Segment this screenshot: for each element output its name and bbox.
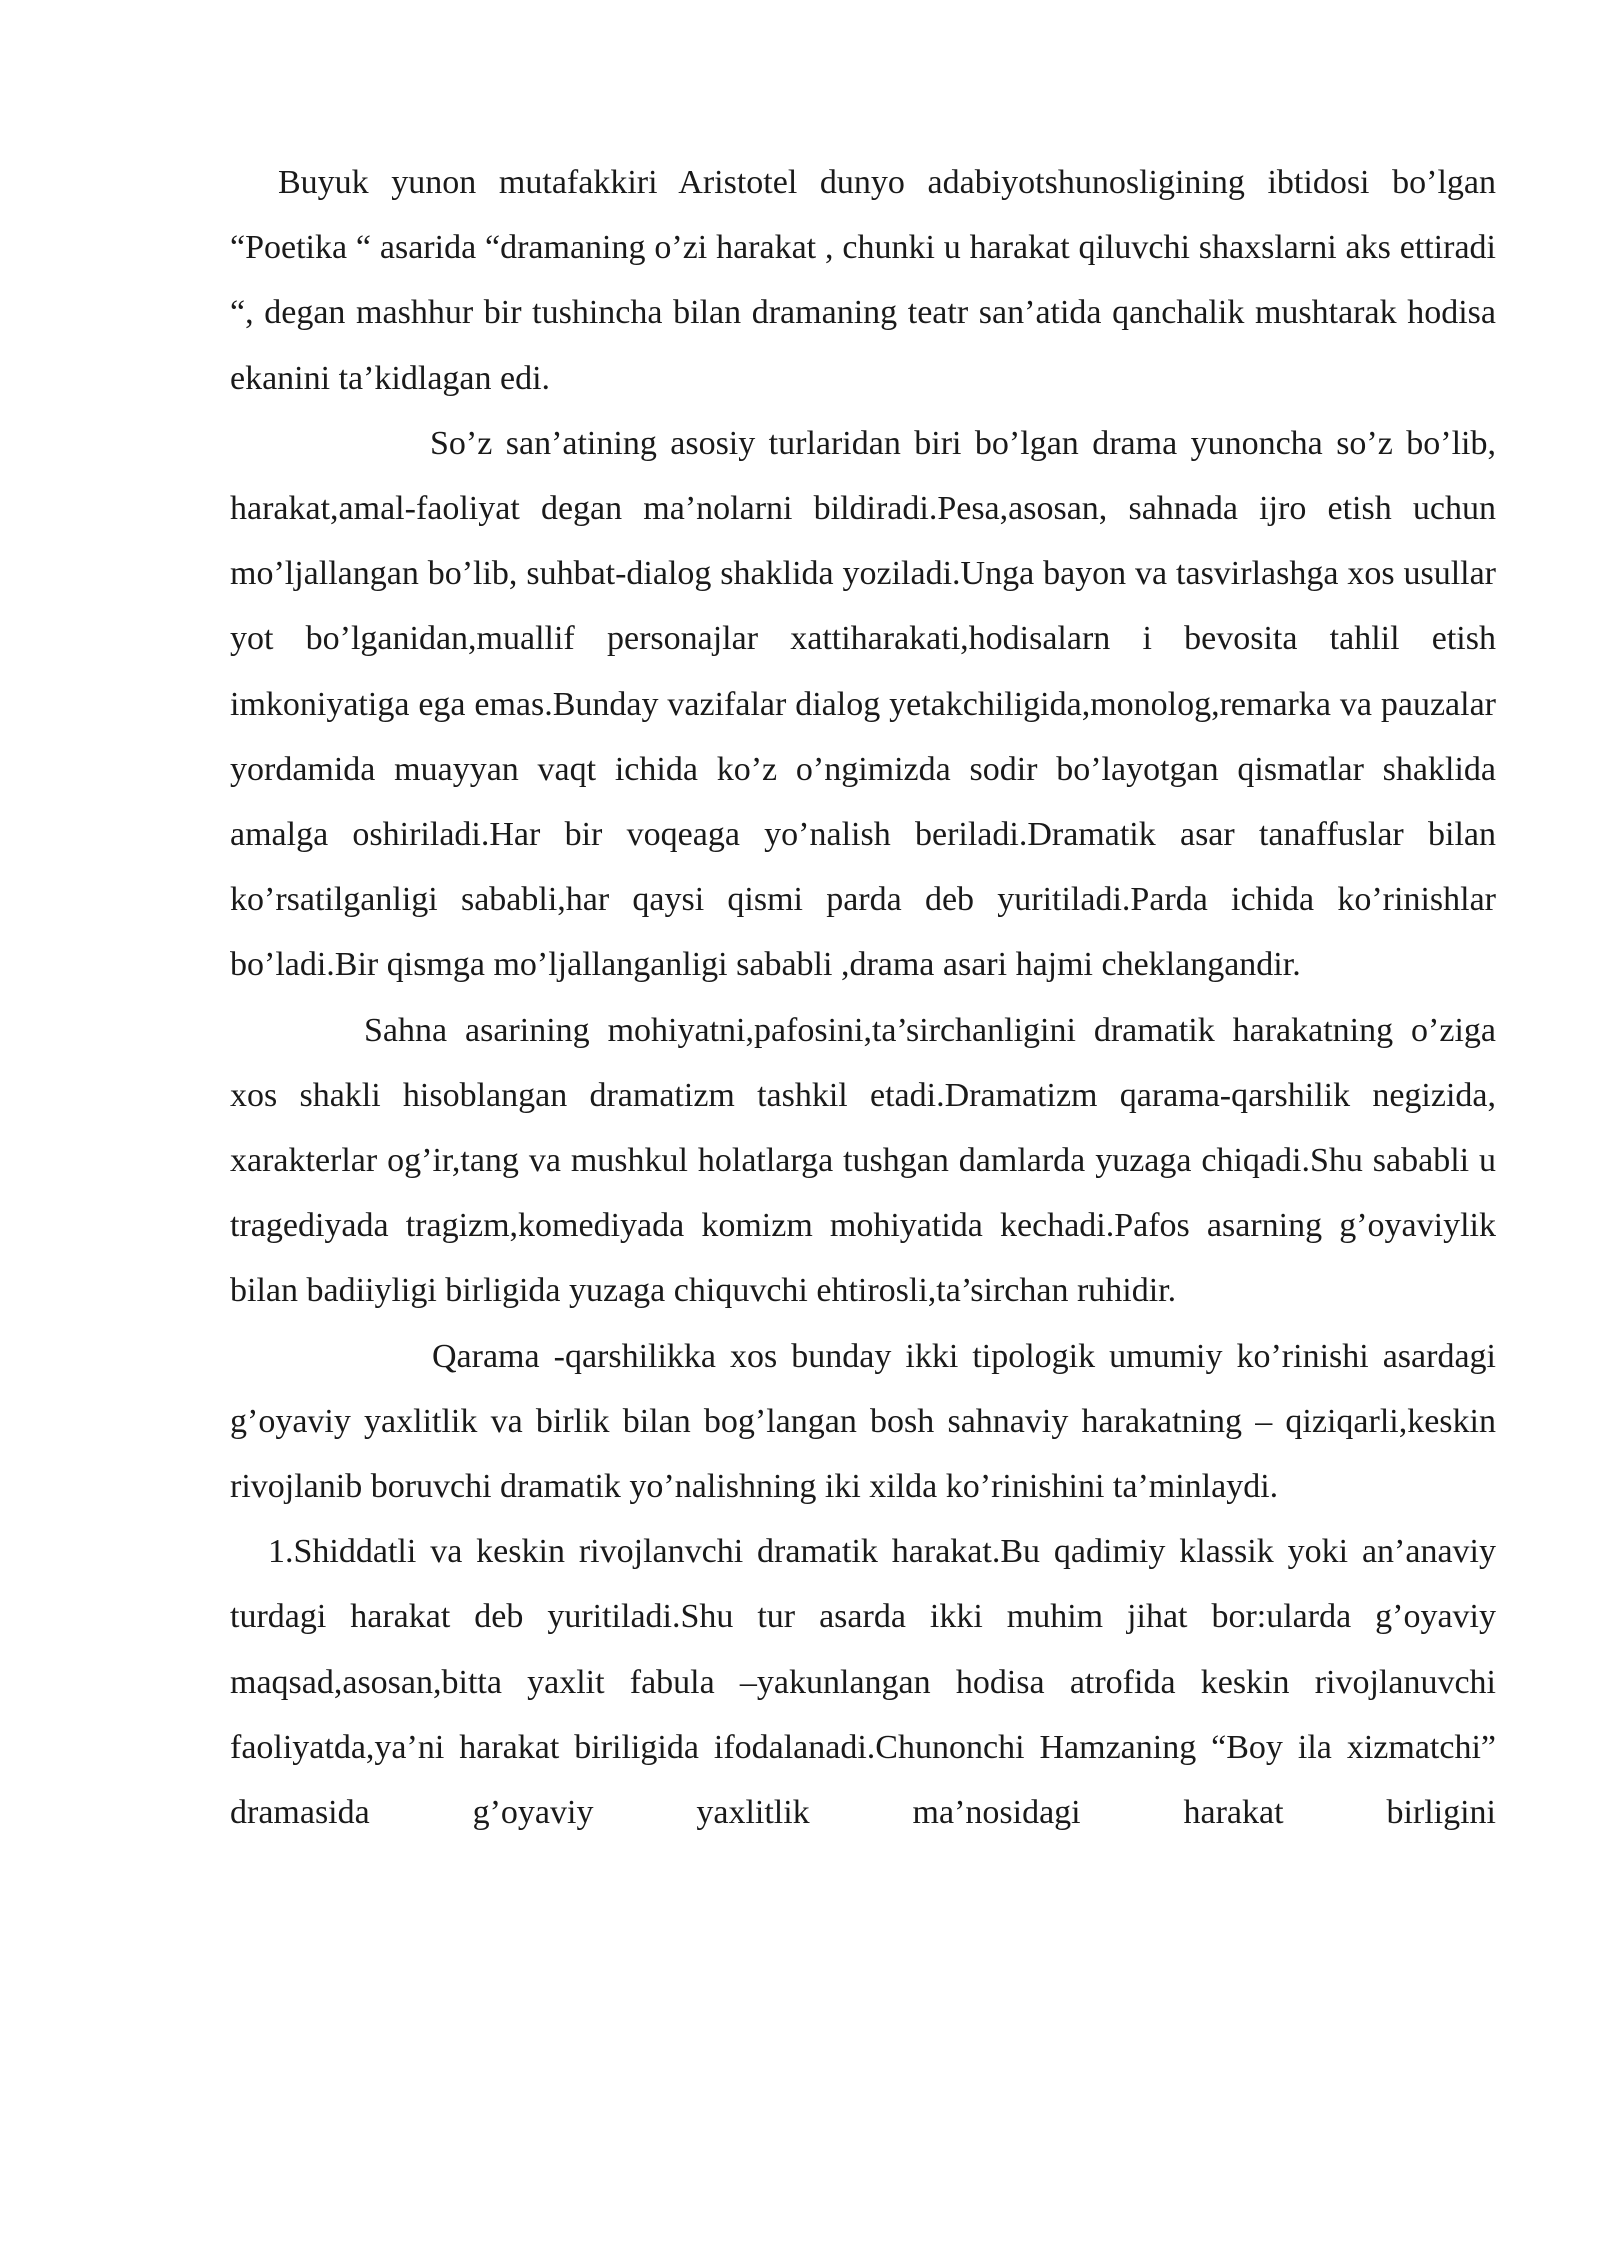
document-page [230, 150, 1496, 1845]
paragraph-drama-definition: So’z san’atining asosiy turlaridan biri bo’lgan drama yunoncha so’z bo’lib, harakat,amal-faoliyat degan ma’nolarni bildiradi.Pesa,asosan, sahnada ijro etish uchun mo’ljallangan bo’lib, suhbat-dialog shaklida yoziladi.Unga bayon va tasvirlashga xos usullar yot bo’lganidan,muallif personajlar xattiharakati,hodisalarn i bevosita tahlil etish imkoniyatiga ega emas.Bunday vazifalar dialog yetakchiligida,monolog,remarka va pauzalar yordamida muayyan vaqt ichida ko’z o’ngimizda sodir bo’layotgan qismatlar shaklida amalga oshiriladi.Har bir voqeaga yo’nalish beriladi.Dramatik asar tanaffuslar bilan ko’rsatilganligi sababli,har qaysi qismi parda deb yuritiladi.Parda ichida ko’rinishlar bo’ladi.Bir qismga mo’ljallanganligi sababli ,drama asari hajmi cheklangandir. [230, 424, 1496, 984]
paragraph-aristotle-poetics: Buyuk yunon mutafakkiri Aristotel dunyo adabiyotshunosligining ibtidosi bo’lgan “Poetika “ asarida “dramaning o’zi harakat , chunki u harakat qiluvchi shaxslarni aks ettiradi “, degan mashhur bir tushincha bilan dramaning teatr san’atida qanchalik mushtarak hodisa ekanini ta’kidlagan edi. [230, 164, 1496, 397]
paragraph-dramatism: Sahna asarining mohiyatni,pafosini,ta’sirchanligini dramatik harakatning o’ziga xos shakli hisoblangan dramatizm tashkil etadi.Dramatizm qarama-qarshilik negizida, xarakterlar og’ir,tang va mushkul holatlarga tushgan damlarda yuzaga chiqadi.Shu sababli u tragediyada tragizm,komediyada komizm mohiyatida kechadi.Pafos asarning g’oyaviylik bilan badiiyligi birligida yuzaga chiquvchi ehtirosli,ta’sirchan ruhidir. [230, 1011, 1496, 1310]
paragraph-dramatic-action-type-1: 1.Shiddatli va keskin rivojlanvchi dramatik harakat.Bu qadimiy klassik yoki an’anaviy turdagi harakat deb yuritiladi.Shu tur asarda ikki muhim jihat bor:ularda g’oyaviy maqsad,asosan,bitta yaxlit fabula –yakunlangan hodisa atrofida keskin rivojlanuvchi faoliyatda,ya’ni harakat biriligida ifodalanadi.Chunonchi Hamzaning “Boy ila xizmatchi” dramasida g’oyaviy yaxlitlik ma’nosidagi harakat birligini [230, 1533, 1496, 1832]
paragraph-typology: Qarama -qarshilikka xos bunday ikki tipologik umumiy ko’rinishi asardagi g’oyaviy yaxlitlik va birlik bilan bog’langan bosh sahnaviy harakatning – qiziqarli,keskin rivojlanib boruvchi dramatik yo’nalishning iki xilda ko’rinishini ta’minlaydi. [230, 1337, 1496, 1506]
